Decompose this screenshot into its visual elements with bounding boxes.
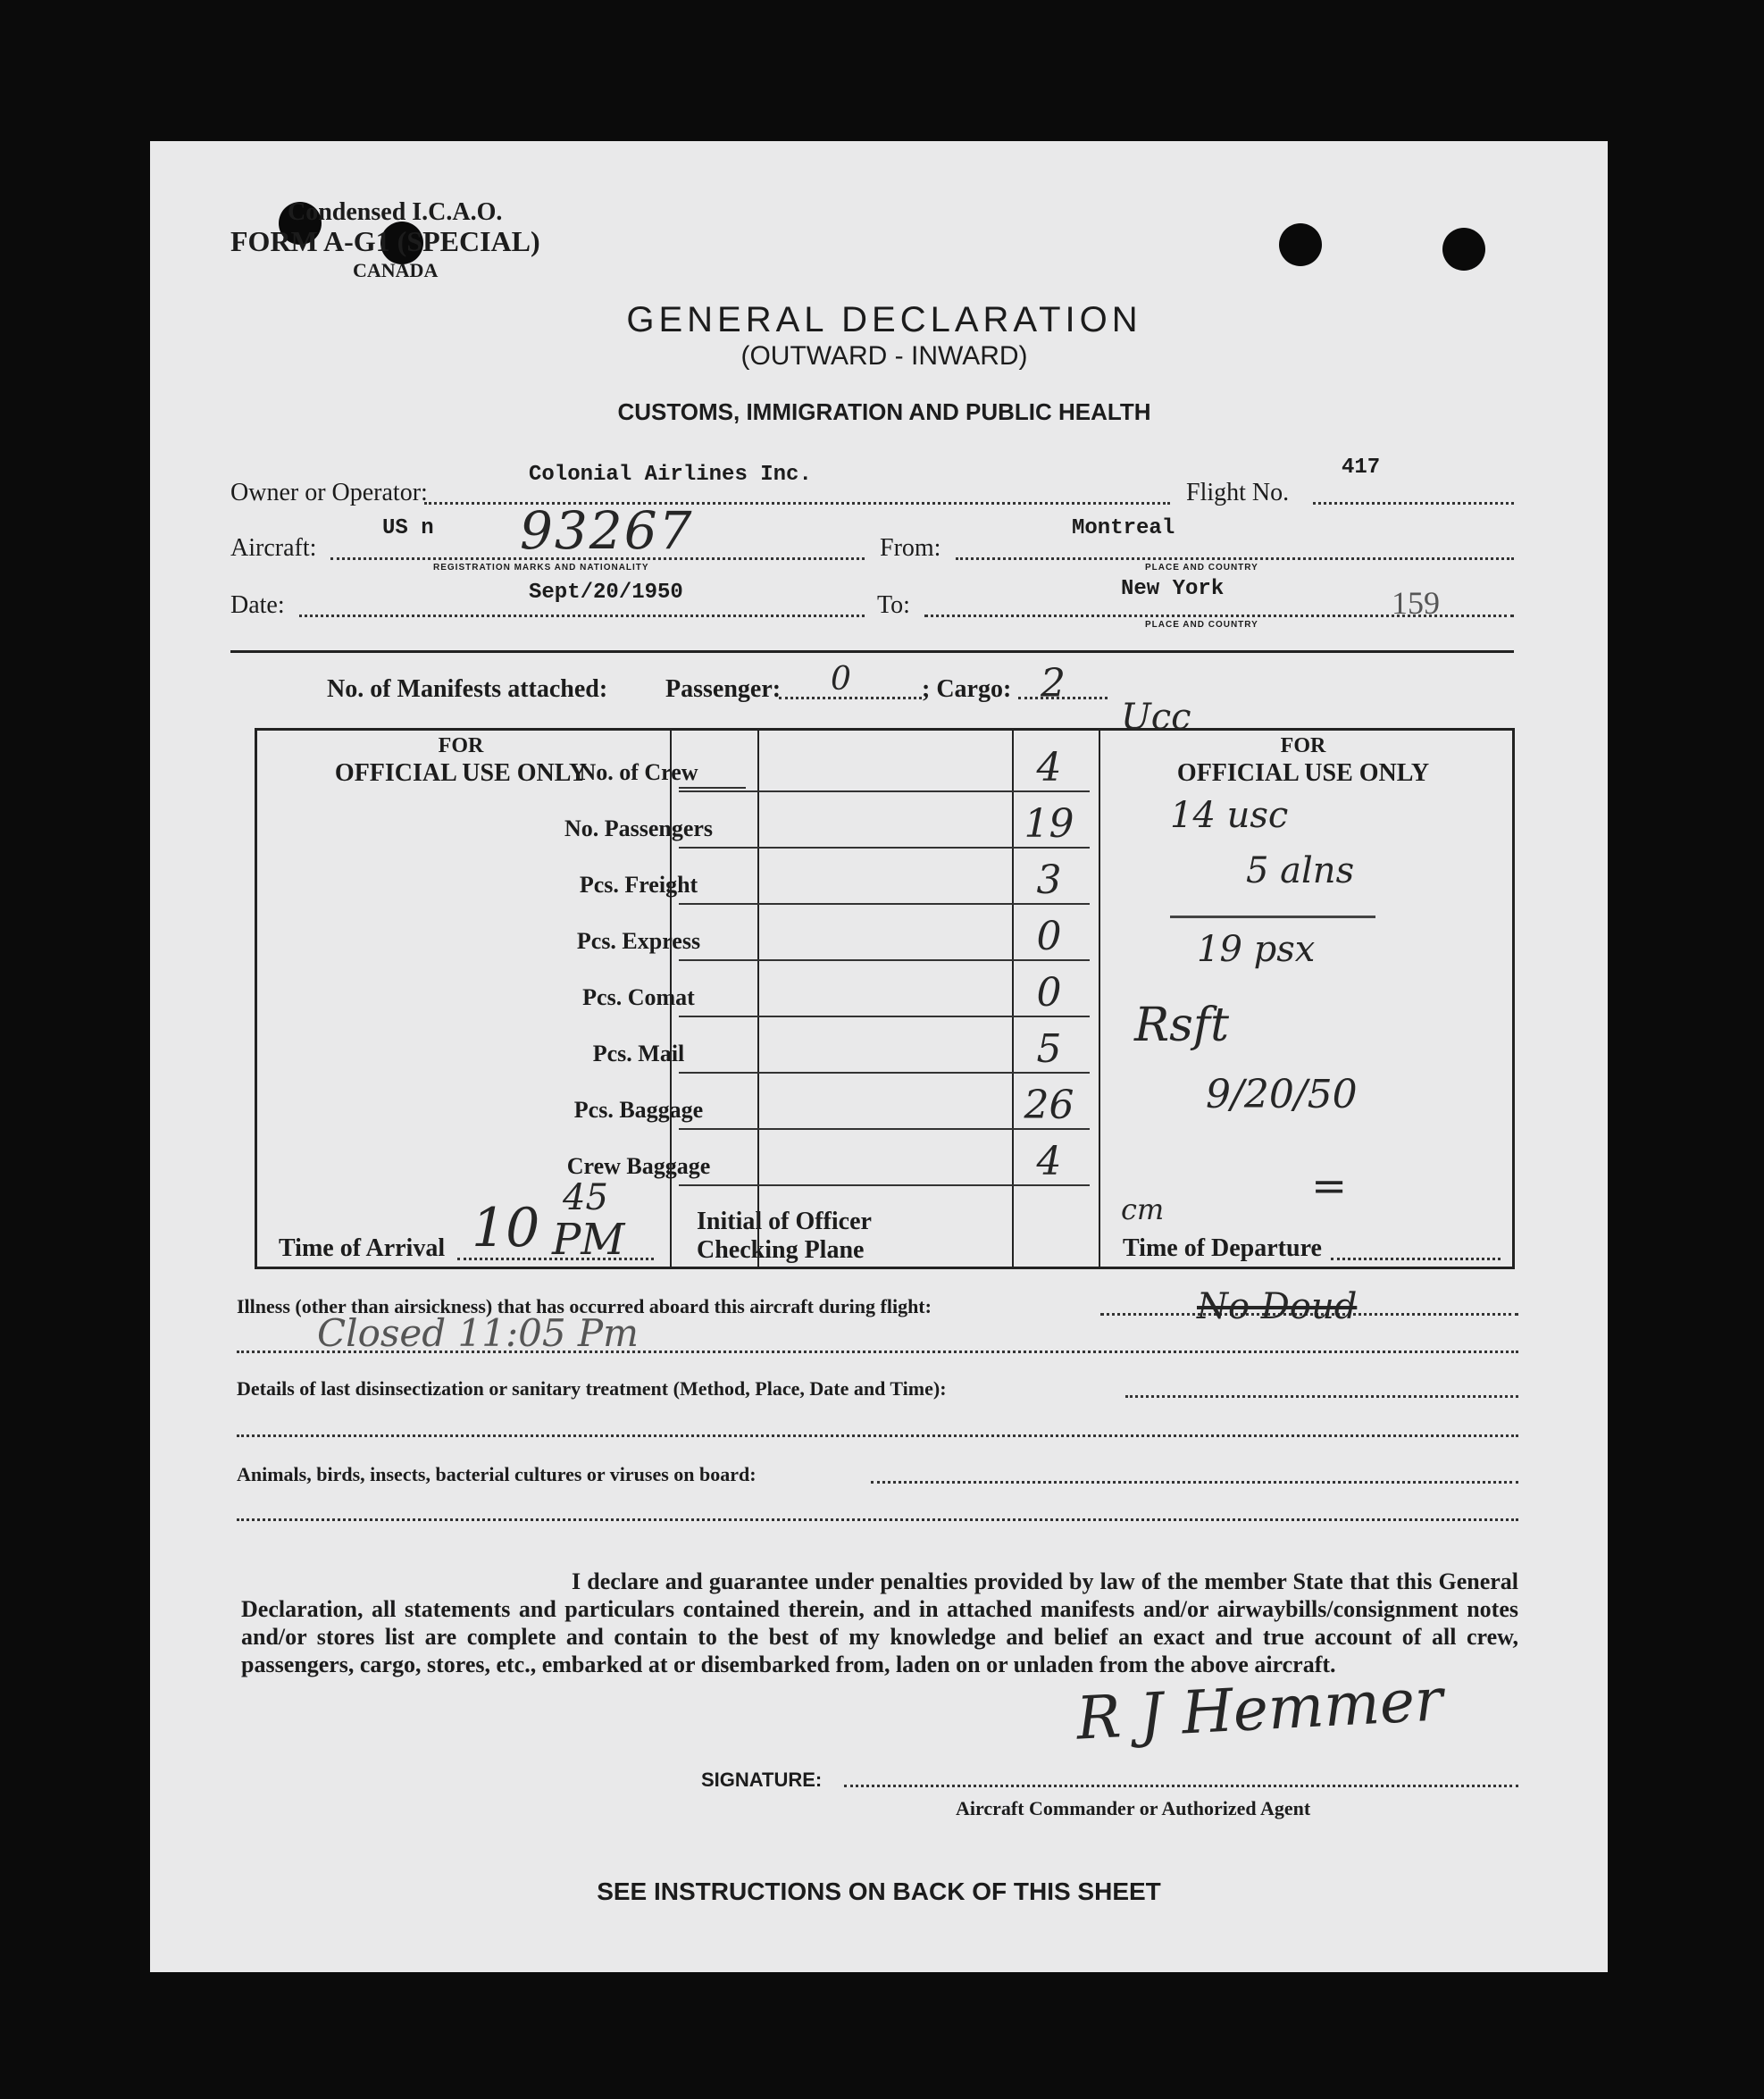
flight-value: 417 xyxy=(1342,456,1381,480)
punch-hole xyxy=(1442,228,1485,271)
manifests-label: No. of Manifests attached: xyxy=(327,675,608,703)
cargo-label: ; Cargo: xyxy=(922,675,1012,703)
row-value-freight: 3 xyxy=(1036,857,1062,903)
from-label: From: xyxy=(880,534,941,562)
row-label-comat: Pcs. Comat xyxy=(582,984,695,1010)
animals-line-2 xyxy=(237,1518,1518,1521)
time-arrival-label: Time of Arrival xyxy=(279,1234,446,1262)
right-official-header-1: FOR xyxy=(1280,734,1326,757)
date-value: Sept/20/1950 xyxy=(529,581,683,605)
departure-line xyxy=(1331,1258,1501,1260)
initial-officer-label: Initial of Officer xyxy=(697,1208,872,1235)
registration-caption: REGISTRATION MARKS AND NATIONALITY xyxy=(433,563,649,573)
note-top: Ucc xyxy=(1121,697,1191,738)
official-note-3: 19 psx xyxy=(1197,929,1316,970)
section-heading: CUSTOMS, IMMIGRATION AND PUBLIC HEALTH xyxy=(617,398,1151,425)
to-number: 159 xyxy=(1392,585,1440,621)
owner-label: Owner or Operator: xyxy=(230,479,428,506)
checking-plane-label: Checking Plane xyxy=(697,1236,865,1264)
official-note-4: Rsft xyxy=(1134,999,1229,1052)
signature: R J Hemmer xyxy=(1074,1665,1445,1753)
time-arrival-pm: PM xyxy=(552,1215,625,1265)
disinsect-line-1 xyxy=(1125,1395,1518,1398)
row-value-mail: 5 xyxy=(1036,1026,1062,1072)
row-value-express: 0 xyxy=(1036,914,1062,959)
page-subtitle: (OUTWARD - INWARD) xyxy=(740,341,1028,371)
page-title: GENERAL DECLARATION xyxy=(626,300,1142,339)
illness-label: Illness (other than airsickness) that has occurred aboard this aircraft during flight: xyxy=(237,1295,932,1317)
row-value-crew: 4 xyxy=(1036,745,1062,790)
closed-note: Closed 11:05 Pm xyxy=(317,1311,639,1355)
animals-label: Animals, birds, insects, bacterial cultures or viruses on board: xyxy=(237,1463,757,1485)
to-value: New York xyxy=(1121,577,1225,601)
animals-line-1 xyxy=(871,1481,1518,1484)
row-value-crew-baggage: 4 xyxy=(1036,1139,1062,1184)
tally-line xyxy=(1170,916,1375,918)
official-note-2: 5 alns xyxy=(1246,850,1355,891)
date-label: Date: xyxy=(230,591,285,619)
row-value-passengers: 19 xyxy=(1024,801,1074,847)
row-label-crew-baggage: Crew Baggage xyxy=(566,1153,711,1179)
left-official-header-2: OFFICIAL USE ONLY xyxy=(334,759,588,787)
form-id-line1: Condensed I.C.A.O. xyxy=(288,198,503,226)
time-arrival-minutes: 45 xyxy=(563,1177,608,1218)
form-id-line2: FORM A-G1 (SPECIAL) xyxy=(230,225,540,257)
to-label: To: xyxy=(877,591,910,619)
aircraft-registration: 93267 xyxy=(520,500,694,561)
place-caption: PLACE AND COUNTRY xyxy=(1145,620,1258,630)
illness-value: No Doud xyxy=(1197,1286,1358,1327)
official-note-7: = xyxy=(1311,1161,1348,1211)
aircraft-prefix: US n xyxy=(382,516,434,540)
official-note-1: 14 usc xyxy=(1170,795,1289,836)
from-line xyxy=(956,557,1514,560)
row-value-baggage: 26 xyxy=(1024,1083,1074,1128)
place-caption: PLACE AND COUNTRY xyxy=(1145,563,1258,573)
header-divider xyxy=(230,650,1514,653)
row-label-crew: No. of Crew xyxy=(579,759,698,785)
signature-label: SIGNATURE: xyxy=(701,1769,823,1791)
row-value-comat: 0 xyxy=(1036,970,1062,1016)
form-country: CANADA xyxy=(353,259,439,281)
right-official-header-2: OFFICIAL USE ONLY xyxy=(1176,759,1430,787)
row-label-freight: Pcs. Freight xyxy=(579,872,698,898)
row-label-passengers: No. Passengers xyxy=(564,815,714,841)
row-label-express: Pcs. Express xyxy=(576,928,701,954)
signature-line xyxy=(844,1785,1518,1787)
punch-hole xyxy=(1279,223,1322,266)
passenger-value: 0 xyxy=(831,661,851,698)
row-label-baggage: Pcs. Baggage xyxy=(573,1097,704,1123)
signer-caption: Aircraft Commander or Authorized Agent xyxy=(956,1797,1311,1819)
time-arrival-value: 10 xyxy=(472,1197,540,1259)
passenger-label: Passenger: xyxy=(665,675,782,703)
official-note-5: 9/20/50 xyxy=(1206,1072,1358,1117)
row-label-mail: Pcs. Mail xyxy=(592,1041,685,1066)
date-line xyxy=(299,615,865,617)
disinsectization-label: Details of last disinsectization or sanitary treatment (Method, Place, Date and Time): xyxy=(237,1377,947,1400)
aircraft-label: Aircraft: xyxy=(230,534,317,562)
official-note-6: cm xyxy=(1121,1192,1165,1226)
time-departure-label: Time of Departure xyxy=(1123,1234,1322,1262)
cargo-value: 2 xyxy=(1041,661,1066,707)
flight-label: Flight No. xyxy=(1186,479,1290,506)
declaration-text: I declare and guarantee under penalties provided by law of the member State that this General Declaration, all statements and particulars contained therein, and in attached manifests and/or airwaybills/consignment notes and/or stores list are complete and contain to the best of my knowledge and belief an exact and true account of all crew, passengers, cargo, stores, etc., embarked at or disembarked from, laden on or unladen from the above aircraft. xyxy=(241,1568,1518,1677)
footer-instructions: SEE INSTRUCTIONS ON BACK OF THIS SHEET xyxy=(597,1877,1161,1905)
disinsect-line-2 xyxy=(237,1434,1518,1437)
owner-value: Colonial Airlines Inc. xyxy=(529,463,812,487)
left-official-header-1: FOR xyxy=(438,734,484,757)
from-value: Montreal xyxy=(1072,516,1175,540)
flight-line xyxy=(1313,502,1514,505)
